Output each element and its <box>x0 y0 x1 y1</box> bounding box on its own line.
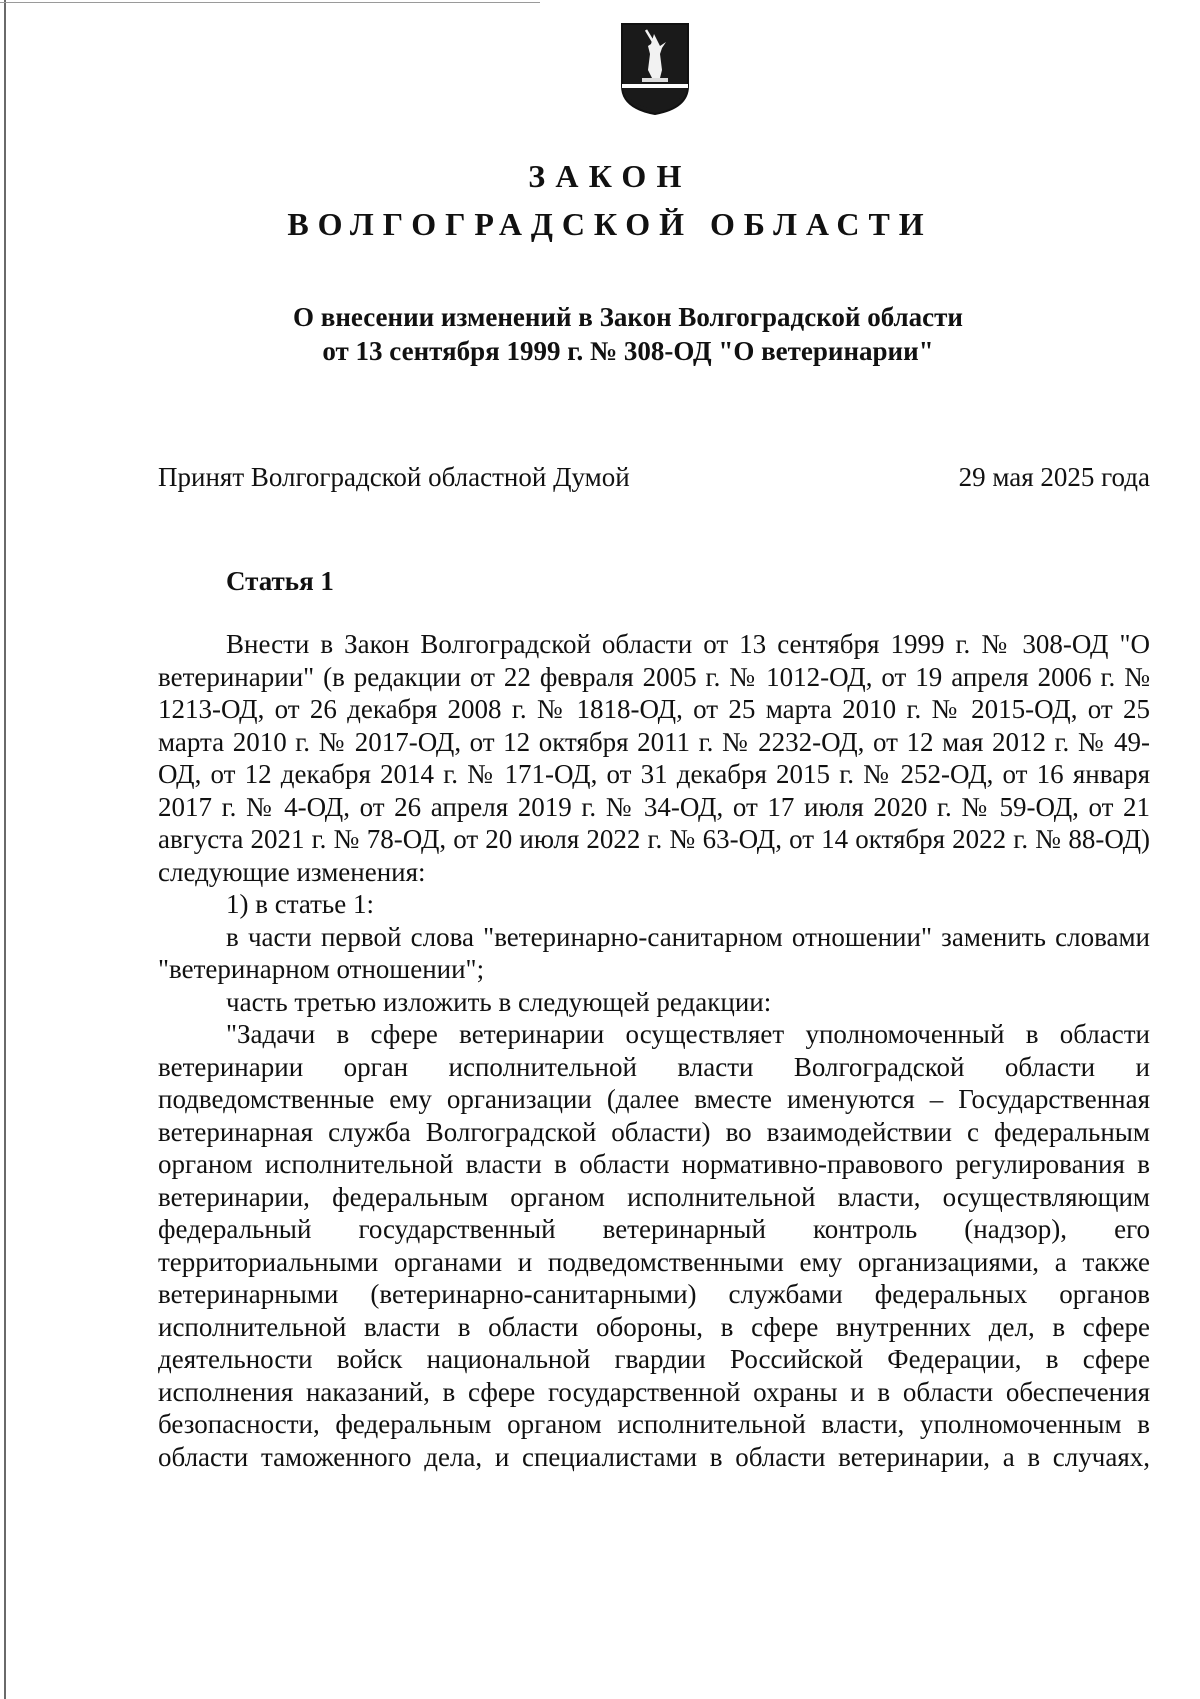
law-title: ЗАКОН <box>528 158 692 194</box>
article-heading: Статья 1 <box>226 566 334 596</box>
article-body <box>158 628 1150 1473</box>
article-paragraph: 1) в статье 1: <box>226 889 374 919</box>
article-paragraph: в части первой слова "ветеринарно-санитарном отношении" заменить словами "ветеринарном отношении"; <box>158 921 1150 984</box>
scan-left-edge <box>4 0 6 1699</box>
law-subject-line-1: О внесении изменений в Закон Волгоградской области <box>293 302 963 332</box>
coat-of-arms-icon <box>618 20 692 116</box>
article-paragraph: Внести в Закон Волгоградской области от 13 сентября 1999 г. № 308-ОД "О ветеринарии" (в редакции от 22 февраля 2005 г. № 1012-ОД, от 19 апреля 2006 г. № 1213-ОД, от 26 декабря 2008 г. № 1818-ОД, от 25 марта 2010 г. № 2015-ОД, от 25 марта 2010 г. № 2017-ОД, от 12 октября 2011 г. № 2232-ОД, от 12 мая 2012 г. № 49-ОД, от 12 декабря 2014 г. № 171-ОД, от 31 декабря 2015 г. № 252-ОД, от 16 января 2017 г. № 4-ОД, от 26 апреля 2019 г. № 34-ОД, от 17 июля 2020 г. № 59-ОД, от 21 августа 2021 г. № 78-ОД, от 20 июля 2022 г. № 63-ОД, от 14 октября 2022 г. № 88-ОД) следующие изменения: <box>158 629 1150 887</box>
law-region-title: ВОЛГОГРАДСКОЙ ОБЛАСТИ <box>287 206 933 242</box>
adopted-by: Принят Волгоградской областной Думой <box>158 462 630 492</box>
law-subject-line-2: от 13 сентября 1999 г. № 308-ОД "О ветеринарии" <box>322 336 934 366</box>
article-paragraph: часть третью изложить в следующей редакции: <box>226 986 772 1017</box>
scan-top-edge <box>0 2 540 3</box>
adopted-date: 29 мая 2025 года <box>958 462 1150 492</box>
article-paragraph: "Задачи в сфере ветеринарии осуществляет уполномоченный в области ветеринарии орган исполнительной власти Волгоградской области и подведомственные ему организации (далее вместе именуются – Государственная ветеринарная служба Волгоградской области) во взаимодействии с федеральным органом исполнительной власти в области нормативно-правового регулирования в ветеринарии, федеральным органом исполнительной власти, осуществляющим федеральный государственный ветеринарный контроль (надзор), его территориальными органами и подведомственными ему организациями, а также ветеринарными (ветеринарно-санитарными) службами федеральных органов исполнительной власти в области обороны, в сфере внутренних дел, в сфере деятельности войск национальной гвардии Российской Федерации, в сфере исполнения наказаний, в сфере государственной охраны и в области обеспечения безопасности, федеральным органом исполнительной власти, уполномоченным в области таможенного дела, и специалистами в области ветеринарии, а в случаях, <box>158 1019 1150 1472</box>
